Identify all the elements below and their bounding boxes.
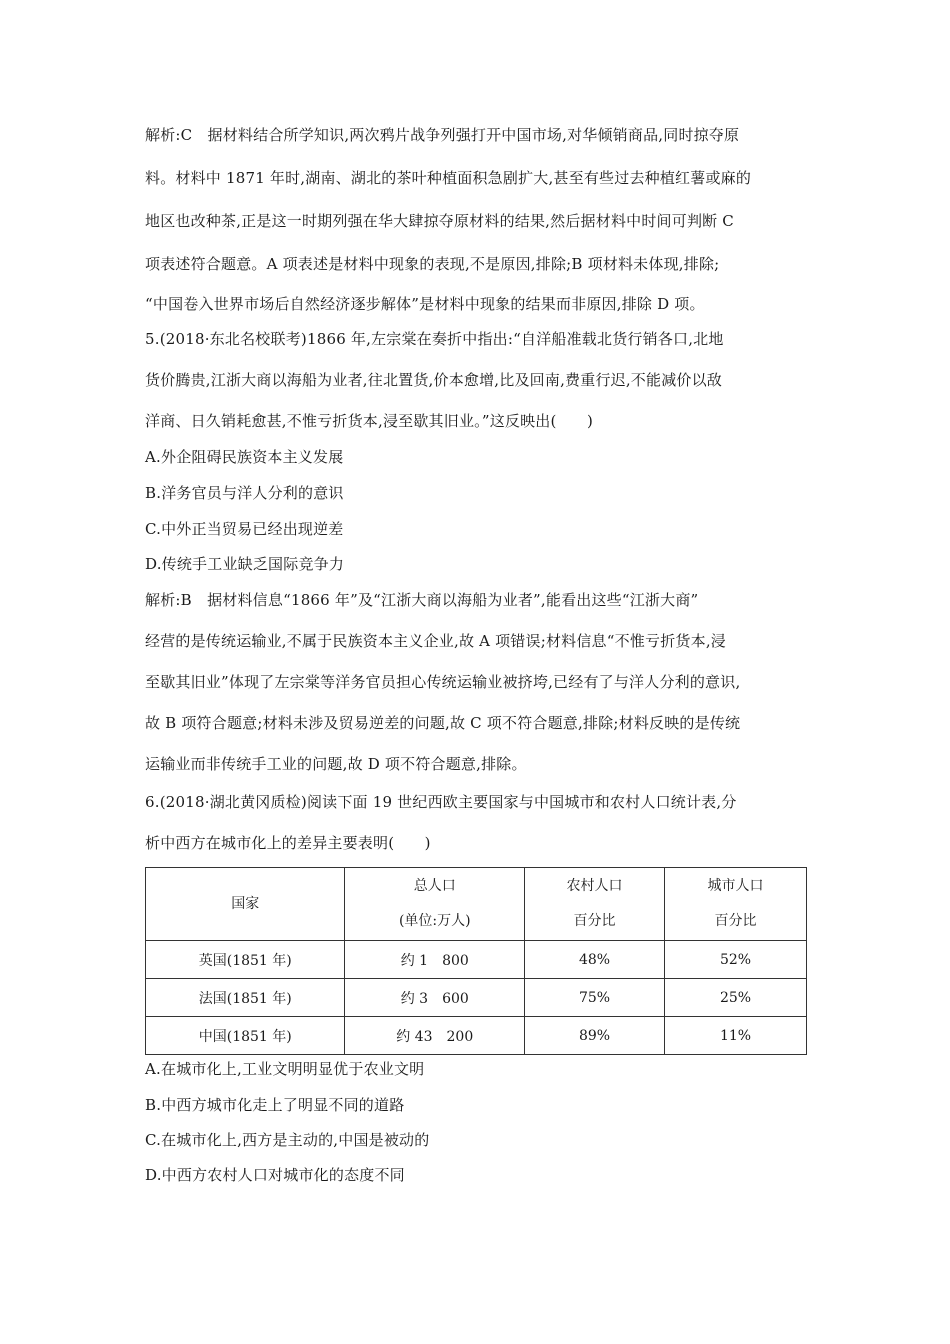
q4-analysis-line-3: 地区也改种茶,正是这一时期列强在华大肆掠夺原材料的结果,然后据材料中时间可判断 C [145,212,734,230]
header-rural-label: 农村人口 [566,878,623,894]
cell-country: 法国(1851 年) [146,979,345,1017]
cell-rural: 89% [525,1017,665,1055]
q5-option-b: B.洋务官员与洋人分利的意识 [145,484,344,502]
header-urban-label: 城市人口 [707,878,764,894]
header-urban-unit: 百分比 [714,913,757,929]
cell-total: 约 3 600 [345,979,525,1017]
q5-stem-line-1: 5.(2018·东北名校联考)1866 年,左宗棠在奏折中指出:“自洋船准载北货行销各口,北地 [145,330,724,348]
cell-total: 约 1 800 [345,941,525,979]
header-rural [525,868,665,941]
cell-urban: 11% [665,1017,807,1055]
population-table [145,867,807,1055]
header-country-label: 国家 [231,895,260,912]
header-rural-unit: 百分比 [573,913,616,929]
q6-option-d: D.中西方农村人口对城市化的态度不同 [145,1166,405,1184]
q4-analysis-line-1: 解析:C 据材料结合所学知识,两次鸦片战争列强打开中国市场,对华倾销商品,同时掠夺原 [145,126,740,144]
cell-rural: 75% [525,979,665,1017]
table-header-row [146,868,807,941]
q5-analysis-line-5: 运输业而非传统手工业的问题,故 D 项不符合题意,排除。 [145,755,527,773]
cell-country: 中国(1851 年) [146,1017,345,1055]
q5-analysis-line-1: 解析:B 据材料信息“1866 年”及“江浙大商以海船为业者”,能看出这些“江浙大商” [145,591,699,609]
cell-total: 约 43 200 [345,1017,525,1055]
q6-option-a: A.在城市化上,工业文明明显优于农业文明 [145,1060,425,1078]
header-country [146,868,345,941]
q6-option-b: B.中西方城市化走上了明显不同的道路 [145,1096,405,1114]
q4-analysis-line-2: 料。材料中 1871 年时,湖南、湖北的茶叶种植面积急剧扩大,甚至有些过去种植红薯或麻的 [145,169,752,187]
q5-analysis-line-4: 故 B 项符合题意;材料未涉及贸易逆差的问题,故 C 项不符合题意,排除;材料反映的是传统 [145,714,741,732]
q5-option-d: D.传统手工业缺乏国际竞争力 [145,555,345,573]
q5-option-a: A.外企阻碍民族资本主义发展 [145,448,344,466]
table-row [146,979,807,1017]
cell-urban: 52% [665,941,807,979]
table-row [146,941,807,979]
q5-stem-line-2: 货价腾贵,江浙大商以海船为业者,往北置货,价本愈增,比及回南,费重行迟,不能减价以敌 [145,371,723,389]
q5-analysis-line-3: 至歇其旧业”体现了左宗棠等洋务官员担心传统运输业被挤垮,已经有了与洋人分利的意识, [145,673,741,691]
q4-analysis-line-5: “中国卷入世界市场后自然经济逐步解体”是材料中现象的结果而非原因,排除 D 项。 [145,295,705,313]
header-urban [665,868,807,941]
header-total-unit: (单位:万人) [398,913,471,929]
q6-stem-line-1: 6.(2018·湖北黄冈质检)阅读下面 19 世纪西欧主要国家与中国城市和农村人口统计表,分 [145,793,737,811]
cell-country: 英国(1851 年) [146,941,345,979]
q6-stem-line-2: 析中西方在城市化上的差异主要表明( ) [145,834,431,852]
cell-rural: 48% [525,941,665,979]
q6-option-c: C.在城市化上,西方是主动的,中国是被动的 [145,1131,430,1149]
q5-analysis-line-2: 经营的是传统运输业,不属于民族资本主义企业,故 A 项错误;材料信息“不惟亏折货本,浸 [145,632,726,650]
header-total-label: 总人口 [413,878,456,894]
q5-stem-line-3: 洋商、日久销耗愈甚,不惟亏折货本,浸至歇其旧业。”这反映出( ) [145,412,594,430]
q5-option-c: C.中外正当贸易已经出现逆差 [145,520,344,538]
table-row [146,1017,807,1055]
q4-analysis-line-4: 项表述符合题意。A 项表述是材料中现象的表现,不是原因,排除;B 项材料未体现,排除; [145,255,720,273]
cell-urban: 25% [665,979,807,1017]
header-total [345,868,525,941]
